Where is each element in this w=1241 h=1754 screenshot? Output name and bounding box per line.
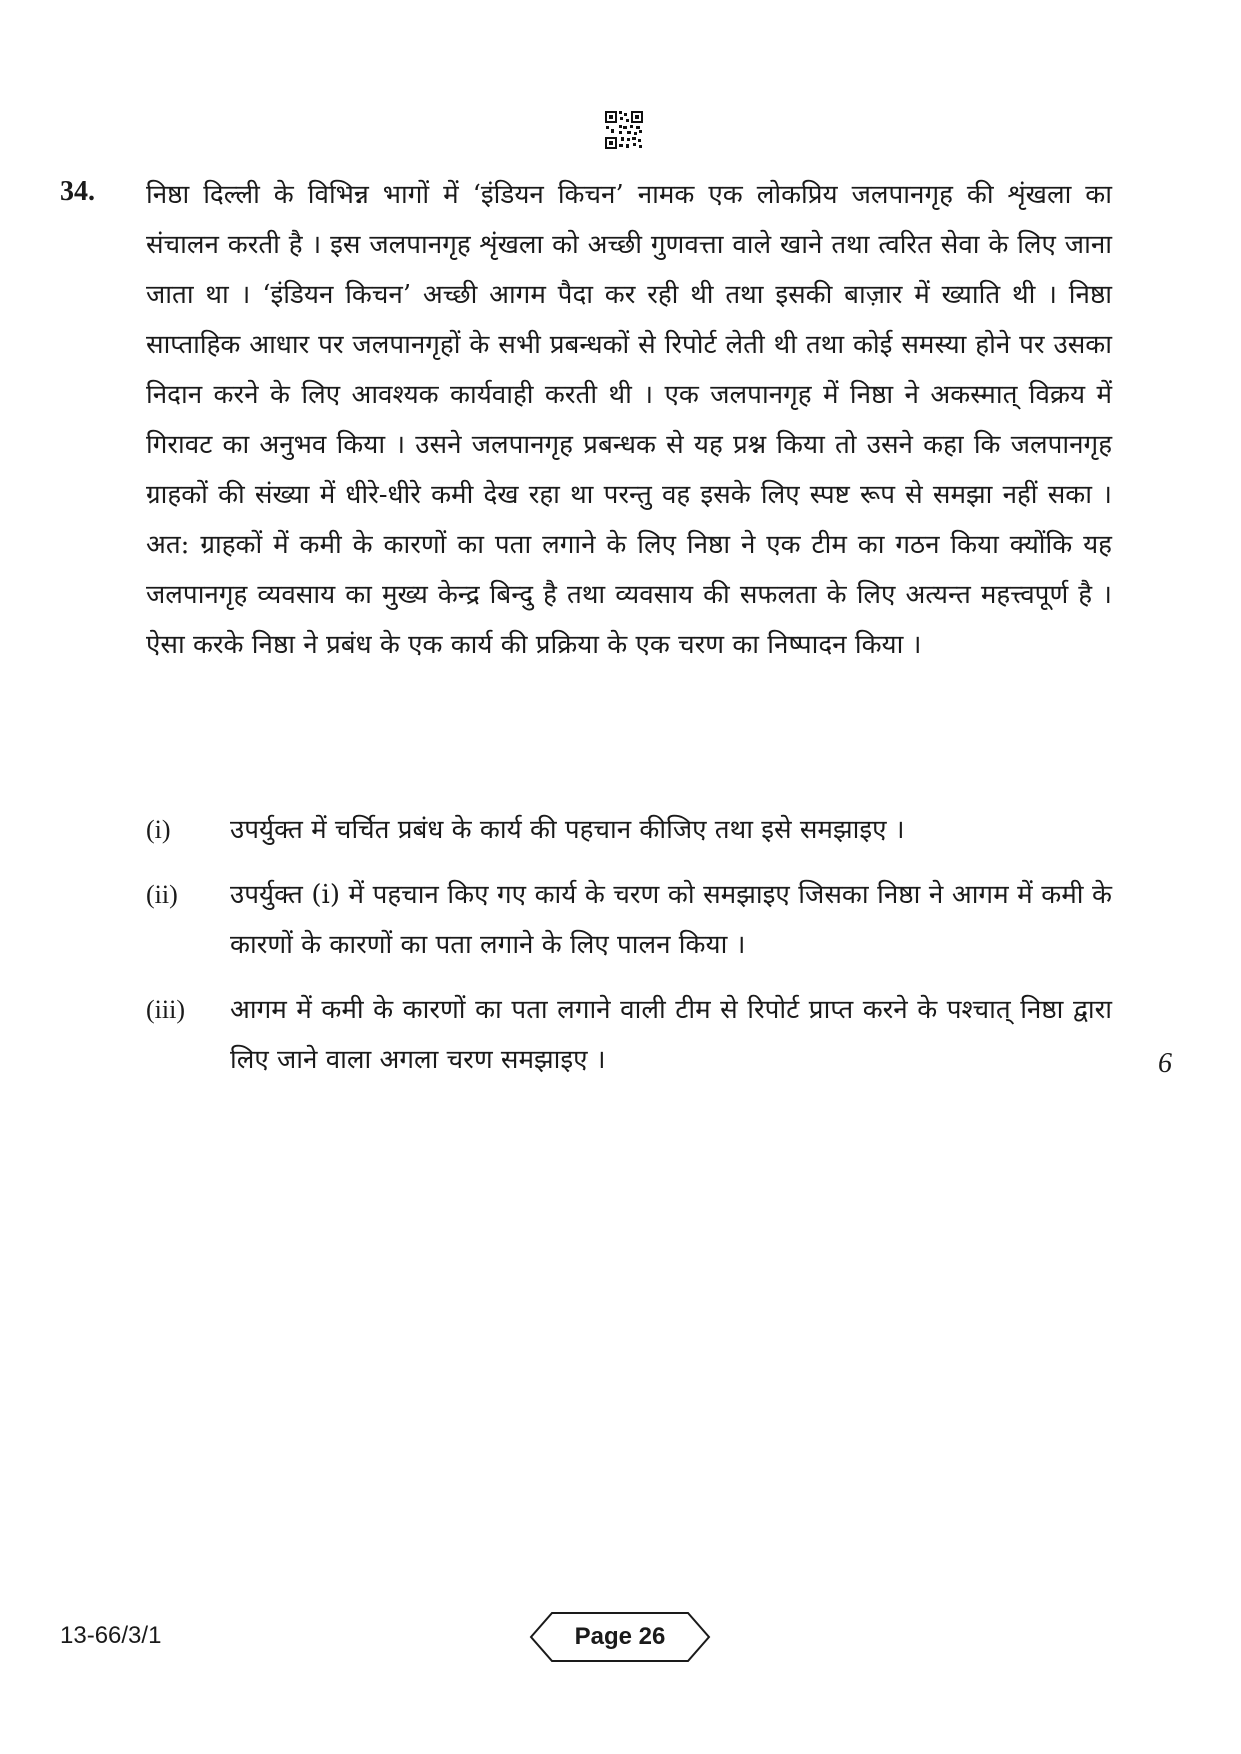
sub-question-ii	[146, 870, 1112, 970]
page-number: Page 26	[574, 1623, 666, 1650]
question-number: 34.	[60, 176, 95, 207]
qr-code-icon	[604, 110, 644, 150]
sub-question-text: उपर्युक्त (i) में पहचान किए गए कार्य के चरण को समझाइए जिसका निष्ठा ने आगम में कमी के कारणों के कारणों का पता लगाने के लिए पालन किया ।	[230, 880, 1112, 960]
sub-question-text: उपर्युक्त में चर्चित प्रबंध के कार्य की पहचान कीजिए तथा इसे समझाइए ।	[230, 815, 905, 845]
paper-code: 13-66/3/1	[60, 1622, 162, 1649]
sub-question-label: (iii)	[146, 995, 185, 1024]
sub-question-label: (i)	[146, 815, 171, 844]
sub-question-label: (ii)	[146, 880, 178, 909]
sub-question-i	[146, 805, 1112, 855]
sub-question-iii	[146, 985, 1112, 1085]
question-text: निष्ठा दिल्ली के विभिन्न भागों में ‘इंडियन किचन’ नामक एक लोकप्रिय जलपानगृह की शृंखला का संचालन करती है । इस जलपानगृह शृंखला को अच्छी गुणवत्ता वाले खाने तथा त्वरित सेवा के लिए जाना जाता था । ‘इंडियन किचन’ अच्छी आगम पैदा कर रही थी तथा इसकी बाज़ार में ख्याति थी । निष्ठा साप्ताहिक आधार पर जलपानगृहों के सभी प्रबन्धकों से रिपोर्ट लेती थी तथा कोई समस्या होने पर उसका निदान करने के लिए आवश्यक कार्यवाही करती थी । एक जलपानगृह में निष्ठा ने अकस्मात् विक्रय में गिरावट का अनुभव किया । उसने जलपानगृह प्रबन्धक से यह प्रश्न किया तो उसने कहा कि जलपानगृह ग्राहकों की संख्या में धीरे-धीरे कमी देख रहा था परन्तु वह इसके लिए स्पष्ट रूप से समझा नहीं सका । अत: ग्राहकों में कमी के कारणों का पता लगाने के लिए निष्ठा ने एक टीम का गठन किया क्योंकि यह जलपानगृह व्यवसाय का मुख्य केन्द्र बिन्दु है तथा व्यवसाय की सफलता के लिए अत्यन्त महत्त्वपूर्ण है । ऐसा करके निष्ठा ने प्रबंध के एक कार्य की प्रक्रिया के एक चरण का निष्पादन किया ।	[146, 180, 1112, 660]
page-number-badge	[528, 1610, 712, 1664]
sub-question-text: आगम में कमी के कारणों का पता लगाने वाली टीम से रिपोर्ट प्राप्त करने के पश्चात् निष्ठा द्वारा लिए जाने वाला अगला चरण समझाइए ।	[230, 995, 1112, 1075]
question-marks: 6	[1158, 1048, 1172, 1079]
